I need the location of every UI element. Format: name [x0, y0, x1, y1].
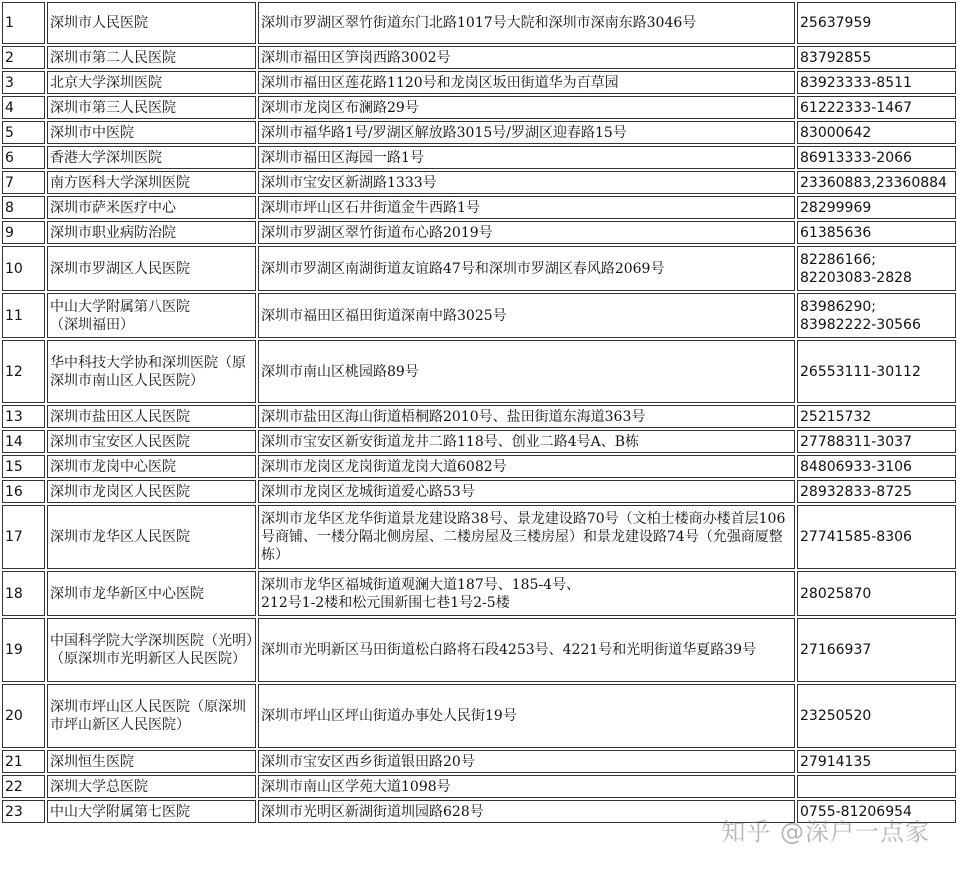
table-row — [2, 405, 956, 428]
table-row — [2, 430, 956, 453]
hospital-address: 深圳市福田区福田街道深南中路3025号 — [258, 293, 795, 338]
table-row — [2, 71, 956, 94]
hospital-name: 香港大学深圳医院 — [47, 146, 256, 169]
hospital-address: 深圳市光明新区马田街道松白路将石段4253号、4221号和光明街道华夏路39号 — [258, 618, 795, 682]
table-row — [2, 571, 956, 616]
hospital-phone: 82286166; 82203083-2828 — [797, 246, 956, 291]
watermark: 知乎 @深户一点家 — [721, 818, 930, 846]
hospital-phone: 25215732 — [797, 405, 956, 428]
hospital-name: 深圳市第三人民医院 — [47, 96, 256, 119]
row-number: 10 — [2, 246, 45, 291]
hospital-name: 深圳市人民医院 — [47, 2, 256, 44]
table-row — [2, 340, 956, 403]
hospital-phone: 27741585-8306 — [797, 505, 956, 569]
row-number: 14 — [2, 430, 45, 453]
row-number: 12 — [2, 340, 45, 403]
row-number: 6 — [2, 146, 45, 169]
hospital-address: 深圳市罗湖区南湖街道友谊路47号和深圳市罗湖区春风路2069号 — [258, 246, 795, 291]
row-number: 5 — [2, 121, 45, 144]
row-number: 15 — [2, 455, 45, 478]
table-row — [2, 146, 956, 169]
hospital-phone: 27914135 — [797, 750, 956, 773]
hospital-address: 深圳市宝安区新安街道龙井二路118号、创业二路4号A、B栋 — [258, 430, 795, 453]
table-row — [2, 96, 956, 119]
table-row — [2, 505, 956, 569]
hospital-name: 深圳市龙岗区人民医院 — [47, 480, 256, 503]
table-row — [2, 46, 956, 69]
hospital-name: 深圳市萨米医疗中心 — [47, 196, 256, 219]
hospital-phone: 23360883,23360884 — [797, 171, 956, 194]
hospital-table-body — [2, 2, 956, 823]
hospital-phone — [797, 775, 956, 798]
hospital-address: 深圳市龙岗区龙城街道爱心路53号 — [258, 480, 795, 503]
hospital-phone: 84806933-3106 — [797, 455, 956, 478]
hospital-address: 深圳市宝安区新湖路1333号 — [258, 171, 795, 194]
hospital-phone: 83923333-8511 — [797, 71, 956, 94]
hospital-name: 深圳大学总医院 — [47, 775, 256, 798]
row-number: 20 — [2, 684, 45, 748]
hospital-phone: 86913333-2066 — [797, 146, 956, 169]
hospital-phone: 83000642 — [797, 121, 956, 144]
row-number: 9 — [2, 221, 45, 244]
hospital-name: 中山大学附属第八医院 （深圳福田） — [47, 293, 256, 338]
row-number: 13 — [2, 405, 45, 428]
hospital-name: 深圳市坪山区人民医院（原深圳市坪山新区人民医院） — [47, 684, 256, 748]
hospital-address: 深圳市坪山区石井街道金牛西路1号 — [258, 196, 795, 219]
table-row — [2, 455, 956, 478]
row-number: 4 — [2, 96, 45, 119]
hospital-phone: 26553111-30112 — [797, 340, 956, 403]
row-number: 18 — [2, 571, 45, 616]
table-row — [2, 618, 956, 682]
hospital-name: 深圳恒生医院 — [47, 750, 256, 773]
row-number: 23 — [2, 800, 45, 823]
hospital-address: 深圳市福华路1号/罗湖区解放路3015号/罗湖区迎春路15号 — [258, 121, 795, 144]
hospital-address: 深圳市罗湖区翠竹街道东门北路1017号大院和深圳市深南东路3046号 — [258, 2, 795, 44]
row-number: 3 — [2, 71, 45, 94]
hospital-phone: 28025870 — [797, 571, 956, 616]
hospital-name: 深圳市盐田区人民医院 — [47, 405, 256, 428]
hospital-address: 深圳市龙华区福城街道观澜大道187号、185-4号、 212号1-2楼和松元围新围七巷1号2-5楼 — [258, 571, 795, 616]
hospital-phone: 83792855 — [797, 46, 956, 69]
row-number: 2 — [2, 46, 45, 69]
hospital-name: 深圳市宝安区人民医院 — [47, 430, 256, 453]
table-row — [2, 480, 956, 503]
hospital-address: 深圳市宝安区西乡街道银田路20号 — [258, 750, 795, 773]
hospital-address: 深圳市龙华区龙华街道景龙建设路38号、景龙建设路70号（文柏士楼商办楼首层106号商铺、一楼分隔北侧房屋、二楼房屋及三楼房屋）和景龙建设路74号（允强商厦整栋） — [258, 505, 795, 569]
hospital-phone: 0755-81206954 — [797, 800, 956, 823]
table-row — [2, 246, 956, 291]
hospital-name: 深圳市龙岗中心医院 — [47, 455, 256, 478]
table-row — [2, 750, 956, 773]
hospital-address: 深圳市福田区莲花路1120号和龙岗区坂田街道华为百草园 — [258, 71, 795, 94]
hospital-name: 深圳市第二人民医院 — [47, 46, 256, 69]
hospital-name: 深圳市中医院 — [47, 121, 256, 144]
hospital-phone: 27166937 — [797, 618, 956, 682]
table-row — [2, 171, 956, 194]
hospital-name: 深圳市龙华区人民医院 — [47, 505, 256, 569]
hospital-name: 南方医科大学深圳医院 — [47, 171, 256, 194]
table-row — [2, 196, 956, 219]
hospital-name: 华中科技大学协和深圳医院（原深圳市南山区人民医院） — [47, 340, 256, 403]
hospital-address: 深圳市坪山区坪山街道办事处人民街19号 — [258, 684, 795, 748]
table-row — [2, 800, 956, 823]
hospital-address: 深圳市光明区新湖街道圳园路628号 — [258, 800, 795, 823]
table-row — [2, 293, 956, 338]
hospital-phone: 83986290; 83982222-30566 — [797, 293, 956, 338]
hospital-phone: 27788311-3037 — [797, 430, 956, 453]
hospital-name: 中山大学附属第七医院 — [47, 800, 256, 823]
hospital-address: 深圳市罗湖区翠竹街道布心路2019号 — [258, 221, 795, 244]
hospital-address: 深圳市福田区笋岗西路3002号 — [258, 46, 795, 69]
table-row — [2, 684, 956, 748]
row-number: 22 — [2, 775, 45, 798]
row-number: 17 — [2, 505, 45, 569]
hospital-name: 北京大学深圳医院 — [47, 71, 256, 94]
row-number: 11 — [2, 293, 45, 338]
hospital-name: 深圳市罗湖区人民医院 — [47, 246, 256, 291]
row-number: 8 — [2, 196, 45, 219]
table-row — [2, 2, 956, 44]
hospital-phone: 61385636 — [797, 221, 956, 244]
hospital-phone: 61222333-1467 — [797, 96, 956, 119]
hospital-phone: 28932833-8725 — [797, 480, 956, 503]
row-number: 19 — [2, 618, 45, 682]
row-number: 1 — [2, 2, 45, 44]
hospital-phone: 25637959 — [797, 2, 956, 44]
hospital-address: 深圳市龙岗区布澜路29号 — [258, 96, 795, 119]
hospital-address: 深圳市盐田区海山街道梧桐路2010号、盐田街道东海道363号 — [258, 405, 795, 428]
hospital-phone: 23250520 — [797, 684, 956, 748]
row-number: 21 — [2, 750, 45, 773]
hospital-name: 深圳市龙华新区中心医院 — [47, 571, 256, 616]
hospital-address: 深圳市龙岗区龙岗街道龙岗大道6082号 — [258, 455, 795, 478]
hospital-address: 深圳市南山区学苑大道1098号 — [258, 775, 795, 798]
table-row — [2, 775, 956, 798]
hospital-name: 中国科学院大学深圳医院（光明）（原深圳市光明新区人民医院） — [47, 618, 256, 682]
table-row — [2, 121, 956, 144]
hospital-address: 深圳市福田区海园一路1号 — [258, 146, 795, 169]
hospital-name: 深圳市职业病防治院 — [47, 221, 256, 244]
row-number: 7 — [2, 171, 45, 194]
table-row — [2, 221, 956, 244]
hospital-address: 深圳市南山区桃园路89号 — [258, 340, 795, 403]
row-number: 16 — [2, 480, 45, 503]
hospital-phone: 28299969 — [797, 196, 956, 219]
